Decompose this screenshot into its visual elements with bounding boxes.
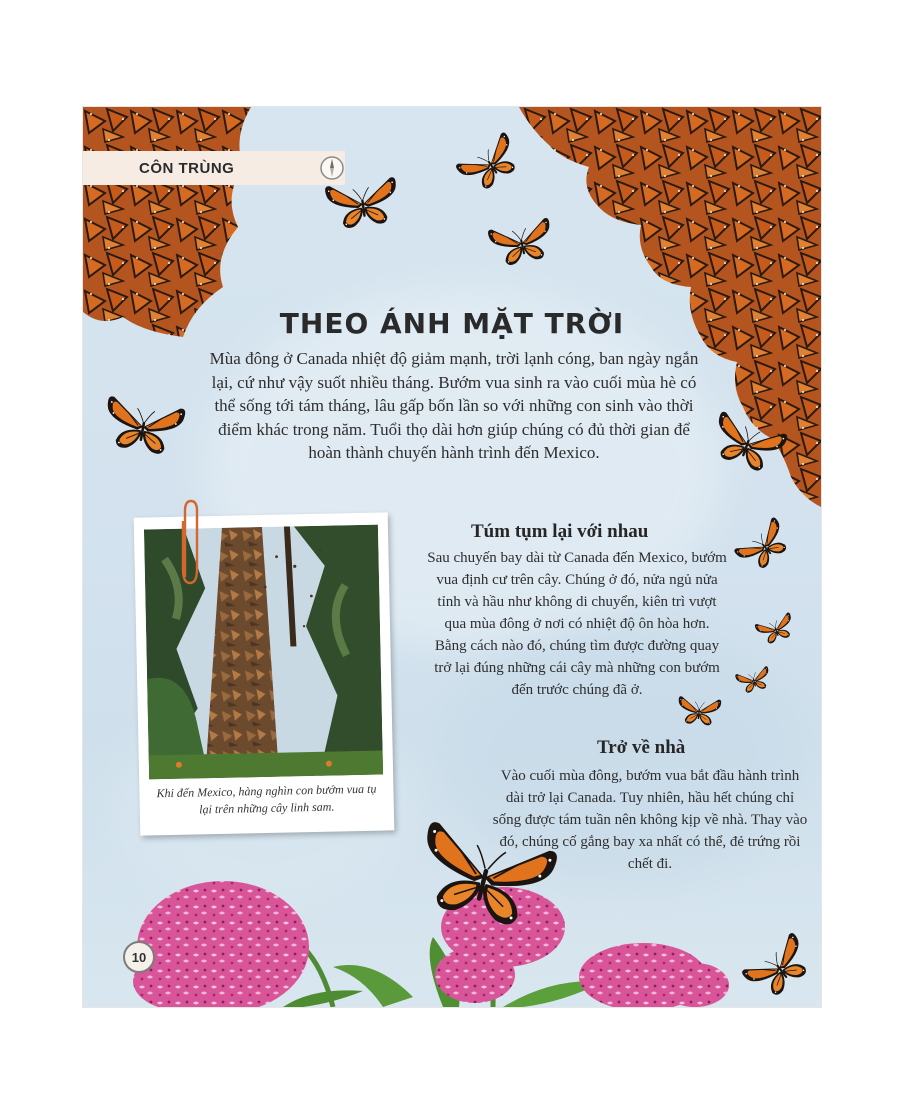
page-number: 10 (123, 941, 155, 973)
monarch-butterfly (721, 503, 808, 591)
monarch-butterfly (751, 609, 801, 652)
photo-caption: Khi đến Mexico, hàng nghìn con bướm vua tụ lại trên những cây linh sam. (156, 781, 377, 817)
book-page (82, 106, 822, 1008)
paperclip-icon (179, 497, 201, 589)
monarch-butterfly (319, 172, 406, 239)
intro-paragraph: Mùa đông ở Canada nhiệt độ giảm mạnh, trời lạnh cóng, ban ngày ngắn lại, cứ như vậy suốt nhiều tháng. Bướm vua sinh ra vào cuối mùa hè có thể sống tới tám tháng, lâu gấp bốn lần so với những con sinh vào thời điểm khác trong năm. Tuổi thọ dài hơn giúp chúng có đủ thời gian để hoàn thành chuyến hành trình đến Mexico. (209, 349, 699, 462)
photo-card (134, 512, 395, 835)
section-tab (83, 151, 345, 185)
section-heading: Trở về nhà (597, 737, 686, 758)
monarch-butterfly (94, 390, 191, 466)
section-body: Sau chuyến bay dài từ Canada đến Mexico, bướm vua định cư trên cây. Chúng ở đó, nửa ngủ nửa tỉnh và hầu như không di chuyển, kiên trì vượt qua mùa đông ở nơi có nhiệt độ ôn hòa hơn. Bằng cách nào đó, chúng tìm được đường quay trở lại đúng những cái cây mà những con bướm đến trước chúng đã ở. (427, 550, 727, 698)
section-heading: Túm tụm lại với nhau (471, 521, 649, 542)
section-label: CÔN TRÙNG (139, 159, 235, 177)
section-body: Vào cuối mùa đông, bướm vua bắt đầu hành trình dài trở lại Canada. Tuy nhiên, hầu hết chúng chỉ sống được tám tuần nên không kịp về nhà. Thay vào đó, chúng cố gắng bay xa nhất có thể, đẻ trứng rồi chết đi. (492, 768, 808, 872)
compass-icon (319, 155, 345, 181)
page-title: THEO ÁNH MẶT TRỜI (279, 307, 625, 340)
